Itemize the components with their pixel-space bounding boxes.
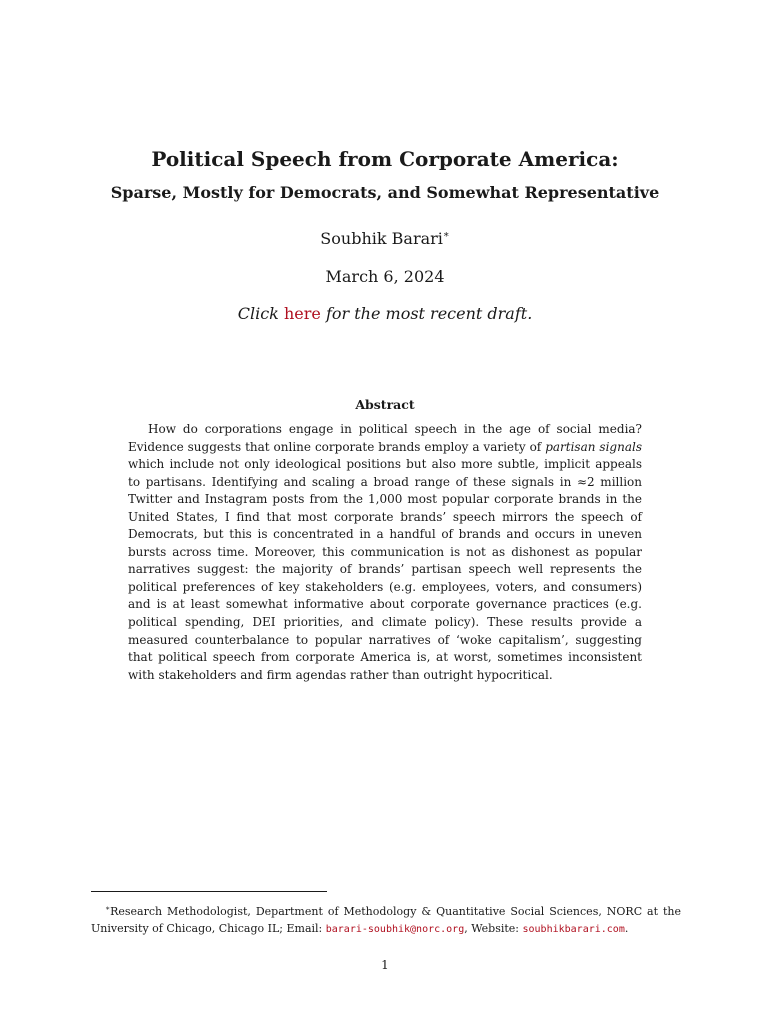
abstract-heading: Abstract: [355, 397, 415, 412]
author-name: Soubhik Barari: [320, 229, 443, 248]
paper-title: Political Speech from Corporate America:: [151, 147, 619, 171]
draft-link[interactable]: here: [283, 304, 321, 323]
paper-date: March 6, 2024: [325, 267, 445, 286]
paper-subtitle: Sparse, Mostly for Democrats, and Somewhat Representative: [110, 183, 660, 202]
abstract-emphasis: partisan signals: [545, 439, 642, 454]
footnote-website-link[interactable]: soubhikbarari.com: [522, 924, 625, 935]
footnote-end: .: [624, 922, 629, 935]
footnote-text: Research Methodologist, Department of Methodology & Quantitative Social Sciences, NORC at the University of Chicago, Chicago IL; Email:: [91, 905, 681, 935]
footnote-mark: ∗: [105, 903, 111, 913]
footnote-website-label: , Website:: [464, 922, 519, 935]
page-number: 1: [381, 958, 389, 972]
footnote-divider: [91, 891, 327, 892]
author-footnote-mark[interactable]: ∗: [442, 229, 450, 241]
footnote: [91, 903, 681, 938]
footnote-email-link[interactable]: barari-soubhik@norc.org: [325, 924, 465, 935]
author-line: [0, 228, 770, 250]
draft-suffix: for the most recent draft.: [325, 304, 533, 323]
draft-prefix: Click: [237, 304, 279, 323]
abstract-text-part2: which include not only ideological positions but also more subtle, implicit appeals to partisans. Identifying and scaling a broad range of these signals in ≈2 million Twitter and Instagram posts from the 1,000 most popular corporate brands in the United States, I find that most corporate brands’ speech mirrors the speech of Democrats, but this is concentrated in a handful of brands and occurs in uneven bursts across time. Moreover, this communication is not as dishonest as popular narratives suggest: the majority of brands’ partisan speech well represents the political preferences of key stakeholders (e.g. employees, voters, and consumers) and is at least somewhat informative about corporate governance practices (e.g. political spending, DEI priorities, and climate policy). These results provide a measured counterbalance to popular narratives of ‘woke capitalism’, suggesting that political speech from corporate America is, at worst, sometimes inconsistent with stakeholders and firm agendas rather than outright hypocritical.: [128, 457, 642, 682]
draft-note: [0, 303, 770, 325]
abstract-text-part1: How do corporations engage in political speech in the age of social media? Evidence suggests that online corporate brands employ a variety of: [128, 422, 642, 454]
abstract-body: [128, 421, 642, 684]
